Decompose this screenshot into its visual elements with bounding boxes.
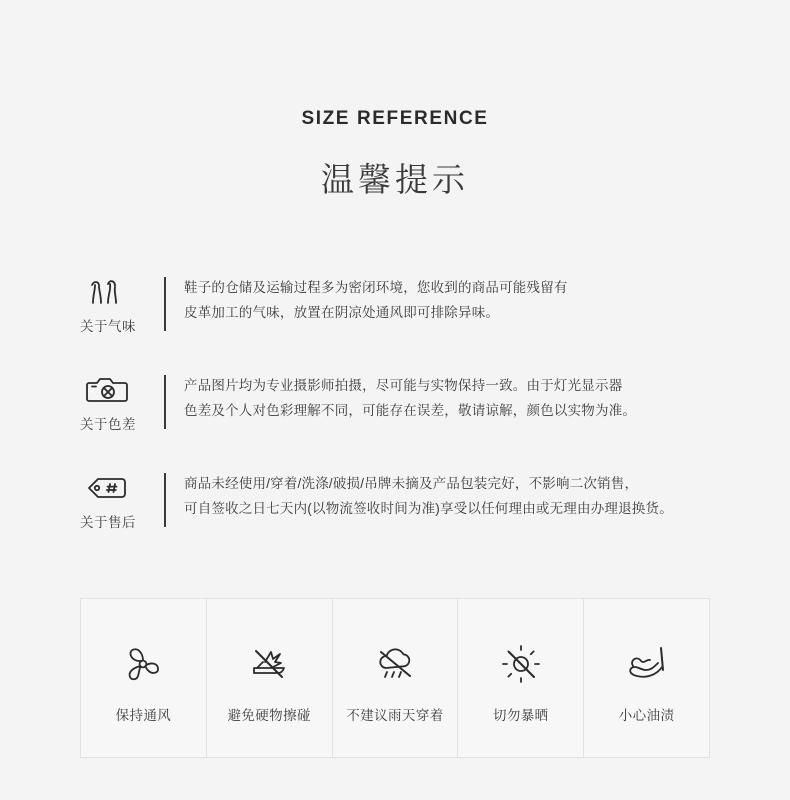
care-tip-cell bbox=[207, 599, 333, 757]
notice-divider bbox=[164, 277, 166, 331]
notice-label: 关于色差 bbox=[80, 417, 136, 432]
notice-list bbox=[0, 273, 790, 533]
no-rain-icon bbox=[371, 632, 419, 688]
notice-icon-group bbox=[52, 469, 164, 531]
care-tip-cell bbox=[584, 599, 709, 757]
page-title-en: SIZE REFERENCE bbox=[301, 108, 489, 129]
page-title-cn: 温馨提示 bbox=[321, 161, 469, 198]
notice-text-line: 产品图片均为专业摄影师拍摄，尽可能与实物保持一致。由于灯光显示器 bbox=[184, 378, 623, 393]
care-tip-cell bbox=[333, 599, 459, 757]
fan-ventilation-icon bbox=[119, 632, 167, 688]
care-tip-label: 小心油渍 bbox=[618, 708, 675, 723]
notice-text-line: 商品未经使用/穿着/洗涤/破损/吊牌未摘及产品包装完好，不影响二次销售， bbox=[184, 476, 639, 491]
care-tip-label: 避免硬物擦碰 bbox=[227, 708, 311, 723]
care-tips-grid bbox=[80, 598, 710, 758]
care-tip-label: 保持通风 bbox=[115, 708, 172, 723]
notice-divider bbox=[164, 375, 166, 429]
oil-stain-icon bbox=[621, 632, 673, 688]
notice-text-line: 皮革加工的气味，放置在阴凉处通风即可排除异味。 bbox=[184, 305, 500, 320]
notice-label: 关于售后 bbox=[80, 515, 136, 530]
notice-text bbox=[184, 371, 750, 423]
price-tag-icon bbox=[52, 471, 164, 505]
notice-divider bbox=[164, 473, 166, 527]
notice-icon-group bbox=[52, 273, 164, 335]
notice-text-line: 色差及个人对色彩理解不同，可能存在误差，敬请谅解，颜色以实物为准。 bbox=[184, 403, 637, 418]
no-hard-object-icon bbox=[245, 632, 293, 688]
page-header bbox=[0, 0, 790, 201]
smell-waves-icon bbox=[52, 275, 164, 309]
care-tip-label: 不建议雨天穿着 bbox=[346, 708, 444, 723]
notice-item bbox=[52, 273, 750, 337]
notice-text bbox=[184, 273, 750, 325]
notice-text-line: 可自签收之日七天内(以物流签收时间为准)享受以任何理由或无理由办理退换货。 bbox=[184, 501, 673, 516]
care-tip-cell bbox=[81, 599, 207, 757]
notice-text-line: 鞋子的仓储及运输过程多为密闭环境，您收到的商品可能残留有 bbox=[184, 280, 568, 295]
notice-label: 关于气味 bbox=[80, 319, 136, 334]
notice-item bbox=[52, 371, 750, 435]
notice-item bbox=[52, 469, 750, 533]
care-tip-cell bbox=[458, 599, 584, 757]
camera-icon bbox=[52, 373, 164, 407]
care-tip-label: 切勿暴晒 bbox=[492, 708, 549, 723]
notice-text bbox=[184, 469, 750, 521]
notice-icon-group bbox=[52, 371, 164, 433]
no-sun-icon bbox=[497, 632, 545, 688]
